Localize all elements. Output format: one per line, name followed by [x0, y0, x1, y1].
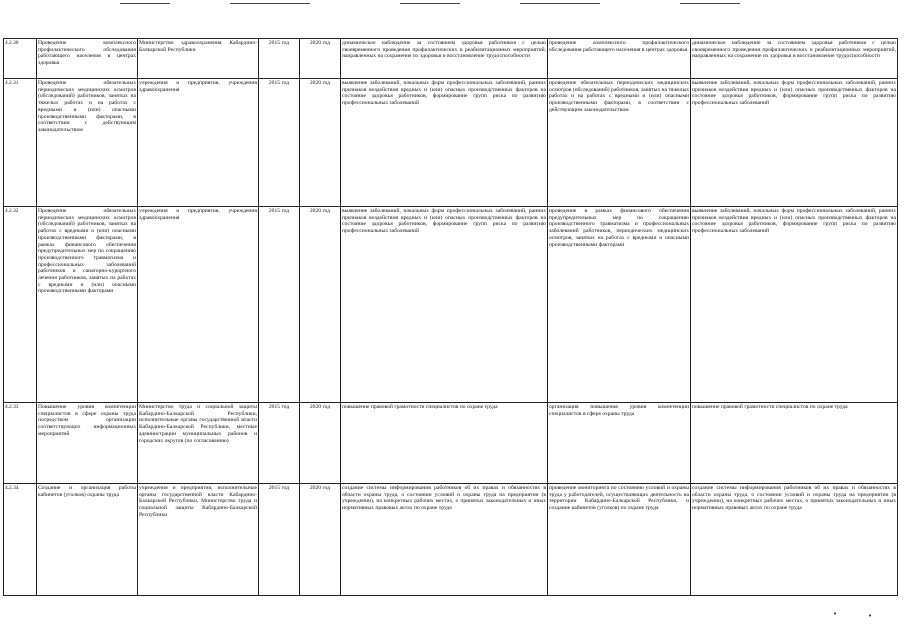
- expected-result: создание системы информирования работников об их правах и обязанностях в области охраны труда, о состоянии условий и охраны труда на предприятии (в учреждении), на конкретных рабочих местах, о принятых законодательных и иных нормативных правовых актах по охране труда: [341, 484, 548, 596]
- year-start: 2015 год: [259, 79, 300, 207]
- top-rule: [400, 3, 460, 4]
- year-start: 2015 год: [259, 207, 300, 403]
- row-number: 4.2.34: [4, 484, 37, 596]
- row-number: 4.2.31: [4, 79, 37, 207]
- executor: Министерство здравоохранения Кабардино-Балкарской Республики: [138, 39, 259, 79]
- executor: Министерство труда и социальной защиты Кабардино-Балкарской Республики, исполнительные органы государственной власти Кабардино-Балкарской Республики, местные администрации муниципальных районов и городских округов (по согласованию): [138, 403, 259, 484]
- top-rule: [520, 3, 600, 4]
- year-start: 2015 год: [259, 403, 300, 484]
- year-end: 2020 год: [300, 484, 341, 596]
- row-number: 4.2.30: [4, 39, 37, 79]
- executor: учреждения и предприятия, учреждения здравоохранения: [138, 79, 259, 207]
- main-activities: проведение обязательных периодических медицинских осмотров (обследований) работников, занятых на тяжелых работах и на работах с вредными и (или) опасными производственными факторами, в соответствии с действующим законодательством: [548, 79, 691, 207]
- top-rule: [230, 3, 310, 4]
- table-row: [4, 484, 898, 596]
- year-end: 2020 год: [300, 39, 341, 79]
- indicator: создание системы информирования работников об их правах и обязанностях в области охраны труда, о состоянии условий и охраны труда на предприятии (в учреждении), на конкретных рабочих местах, о принятых законодательных и иных нормативных правовых актах по охране труда: [691, 484, 898, 596]
- row-number: 4.2.33: [4, 403, 37, 484]
- year-end: 2020 год: [300, 403, 341, 484]
- year-start: 2015 год: [259, 484, 300, 596]
- table-row: [4, 39, 898, 79]
- expected-result: выявление заболеваний, начальных форм профессиональных заболеваний, ранних признаков воздействия вредных и (или) опасных производственных факторов на состояние здоровья работников, формирование групп риска по развитию профессиональных заболеваний: [341, 207, 548, 403]
- indicator: динамическое наблюдение за состоянием здоровья работников с целью своевременного проведения профилактических и реабилитационных мероприятий, направленных на сохранение их здоровья и восстановление трудоспособности: [691, 39, 898, 79]
- measure-name: Проведение обязательных периодических медицинских осмотров (обследований) работников, занятых на работах с вредными и (или) опасными производственными факторами, в рамках финансового обеспечения предупредительных мер по сокращению производственного травматизма и профессиональных заболеваний работников и санаторно-курортного лечения работников, занятых на работах с вредными и (или) опасными производственными факторами: [37, 207, 138, 403]
- top-rule: [680, 3, 740, 4]
- measure-name: Проведение обязательных периодических медицинских осмотров (обследований) работников, занятых на тяжелых работах и на работах с вредными и (или) опасными производственными факторами, в соответствии с действующим законодательством: [37, 79, 138, 207]
- table-row: [4, 207, 898, 403]
- expected-result: повышение правовой грамотности специалистов по охране труда: [341, 403, 548, 484]
- year-end: 2020 год: [300, 79, 341, 207]
- expected-result: выявление заболеваний, начальных форм профессиональных заболеваний, ранних признаков воздействия вредных и (или) опасных производственных факторов на состояние здоровья работников, формирование групп риска по развитию профессиональных заболеваний: [341, 79, 548, 207]
- measure-name: Проведение комплексного профилактического обследования работающего населения в центрах здоровья: [37, 39, 138, 79]
- executor: учреждения и предприятия, учреждения здравоохранения: [138, 207, 259, 403]
- measure-name: Повышение уровня компетенции специалистов в сфере охраны труда посредством организации соответствующих информационных мероприятий: [37, 403, 138, 484]
- table-row: [4, 403, 898, 484]
- scan-mark: •: [833, 610, 838, 618]
- executor: учреждения и предприятия, исполнительные органы государственной власти Кабардино-Балкарской Республики, Министерство труда и социальной защиты Кабардино-Балкарской Республики: [138, 484, 259, 596]
- table-row: [4, 79, 898, 207]
- scan-mark: •: [868, 612, 873, 620]
- indicator: выявление заболеваний, начальных форм профессиональных заболеваний, ранних признаков воздействия вредных и (или) опасных производственных факторов на состояние здоровья работников, формирование групп риска по развитию профессиональных заболеваний: [691, 207, 898, 403]
- top-rule: [120, 3, 170, 4]
- measure-name: Создание и организация работы кабинетов (уголков) охраны труда: [37, 484, 138, 596]
- main-activities: проведение в рамках финансового обеспечения предупредительных мер по сокращению производственного травматизма и профессиональных заболеваний работников, периодических медицинских осмотров, занятых на работах с вредными и опасными производственными факторами: [548, 207, 691, 403]
- row-number: 4.2.32: [4, 207, 37, 403]
- main-activities: проведение мониторинга по состоянию условий и охраны труда у работодателей, осуществляющих деятельность на территории Кабардино-Балкарской Республики, и создание кабинетов (уголков) по охране труда: [548, 484, 691, 596]
- main-activities: организация повышения уровня компетенции специалистов в сфере охраны труда: [548, 403, 691, 484]
- main-activities: проведение комплексного профилактического обследования работающего населения в центрах здоровья: [548, 39, 691, 79]
- expected-result: динамическое наблюдение за состоянием здоровья работников с целью своевременного проведения профилактических и реабилитационных мероприятий, направленных на сохранение их здоровья и восстановление трудоспособности: [341, 39, 548, 79]
- indicator: повышение правовой грамотности специалистов по охране труда: [691, 403, 898, 484]
- year-start: 2015 год: [259, 39, 300, 79]
- indicator: выявление заболеваний, начальных форм профессиональных заболеваний, ранних признаков воздействия вредных и (или) опасных производственных факторов на состояние здоровья работников, формирование групп риска по развитию профессиональных заболеваний: [691, 79, 898, 207]
- year-end: 2020 год: [300, 207, 341, 403]
- program-measures-table: [3, 38, 898, 596]
